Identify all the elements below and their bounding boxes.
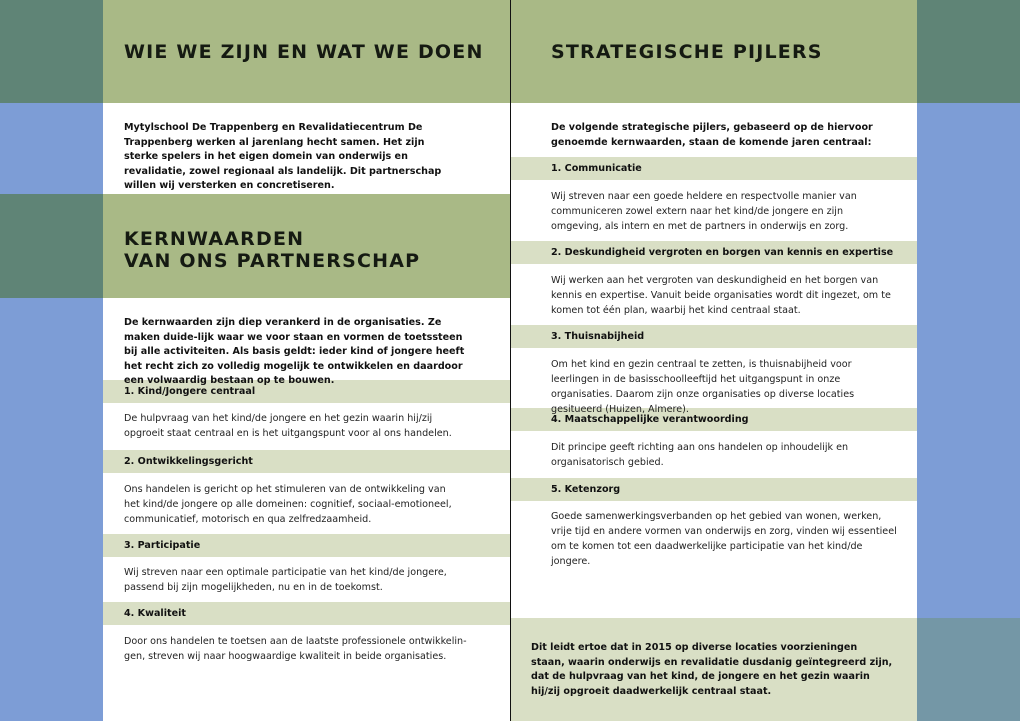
intro-who-we-are: Mytylschool De Trappenberg en Revalidatiecentrum De Trappenberg werken al jarenlang hecht samen. Het zijn sterke spelers in het eigen domein van onderwijs en revalidatie, zowel regionaal als landelijk. Dit partnerschap willen wij versterken en concretiseren. [124,122,442,192]
heading-who-we-are: WIE WE ZIJN EN WAT WE DOEN [124,41,484,63]
pillar-title-ketenzorg: 5. Ketenzorg [551,484,621,495]
pillar-title-thuisnabijheid: 3. Thuisnabijheid [551,331,645,342]
pillar-text-maatschappelijk: Dit principe geeft richting aan ons handelen op inhoudelijk en organisatorisch gebied. [551,442,849,468]
pillar-title-communicatie: 1. Communicatie [551,163,642,174]
heading-strategic-pillars: STRATEGISCHE PIJLERS [551,41,823,63]
section-title-kwaliteit: 4. Kwaliteit [124,608,186,619]
section-text-participatie: Wij streven naar een optimale participatie van het kind/de jongere, passend bij zijn mogelijkheden, nu en in de toekomst. [124,567,447,593]
right-edge-blue-1 [917,103,1020,618]
page-divider [510,0,511,721]
pillar-text-deskundigheid: Wij werken aan het vergroten van deskundigheid en het borgen van kennis en expertise. Vanuit beide organisaties wordt dit ingezet, om te komen tot één plan, waarbij het kind centraal staat. [551,275,891,316]
section-text-kind-jongere: De hulpvraag van het kind/de jongere en het gezin waarin hij/zij opgroeit staat centraal en is het uitgangspunt voor al ons handelen. [124,413,452,439]
right-edge-teal-1 [917,0,1020,103]
pillar-title-deskundigheid: 2. Deskundigheid vergroten en borgen van kennis en expertise [551,247,894,258]
pillar-text-communicatie: Wij streven naar een goede heldere en respectvolle manier van communiceren zowel extern naar het kind/de jongere en zijn omgeving, als intern en met de partners in onderwijs en zorg. [551,191,857,232]
section-title-kind-jongere: 1. Kind/Jongere centraal [124,386,256,397]
conclusion-text: Dit leidt ertoe dat in 2015 op diverse locaties voorzieningen staan, waarin onderwijs en revalidatie dusdanig geïntegreerd zijn, dat de hulpvraag van het kind, de jongere en het gezin waarin hij/zij opgroeit daadwerkelijk centraal staat. [531,642,893,697]
right-edge-teal-2 [917,618,1020,721]
left-edge-teal-1 [0,0,103,103]
left-edge-blue-2 [0,298,103,721]
pillar-text-thuisnabijheid: Om het kind en gezin centraal te zetten, is thuisnabijheid voor leerlingen in de basisschoolleeftijd het uitgangspunt in onze organisaties. Daarom zijn onze organisaties op diverse locaties gesitueerd (Huizen, Almere). [551,359,855,415]
left-edge-teal-2 [0,194,103,298]
section-title-participatie: 3. Participatie [124,540,201,551]
heading-core-values: KERNWAARDEN VAN ONS PARTNERSCHAP [124,228,421,272]
section-text-ontwikkelingsgericht: Ons handelen is gericht op het stimuleren van de ontwikkeling van het kind/de jongere op alle domeinen: cognitief, sociaal-emotioneel, communicatief, motorisch en qua zelfredzaamheid. [124,484,452,525]
intro-strategic-pillars: De volgende strategische pijlers, gebaseerd op de hiervoor genoemde kernwaarden, staan de komende jaren centraal: [551,122,873,148]
pillar-title-maatschappelijk: 4. Maatschappelijke verantwoording [551,414,749,425]
section-title-ontwikkelingsgericht: 2. Ontwikkelingsgericht [124,456,253,467]
intro-core-values: De kernwaarden zijn diep verankerd in de organisaties. Ze maken duide-lijk waar we voor staan en vormen de toetssteen bij alle activiteiten. Als basis geldt: ieder kind of jongere heeft het recht zich zo volledig mogelijk te ontwikkelen en daardoor een volwaardig bestaan op te bouwen. [124,317,465,387]
pillar-text-ketenzorg: Goede samenwerkingsverbanden op het gebied van wonen, werken, vrije tijd en andere vormen van onderwijs en zorg, vinden wij essentieel om te komen tot een daadwerkelijke participatie van het kind/de jongere. [551,511,897,567]
section-text-kwaliteit: Door ons handelen te toetsen aan de laatste professionele ontwikkelin-gen, streven wij naar hoogwaardige kwaliteit in beide organisaties. [124,636,467,662]
left-edge-blue-1 [0,103,103,194]
